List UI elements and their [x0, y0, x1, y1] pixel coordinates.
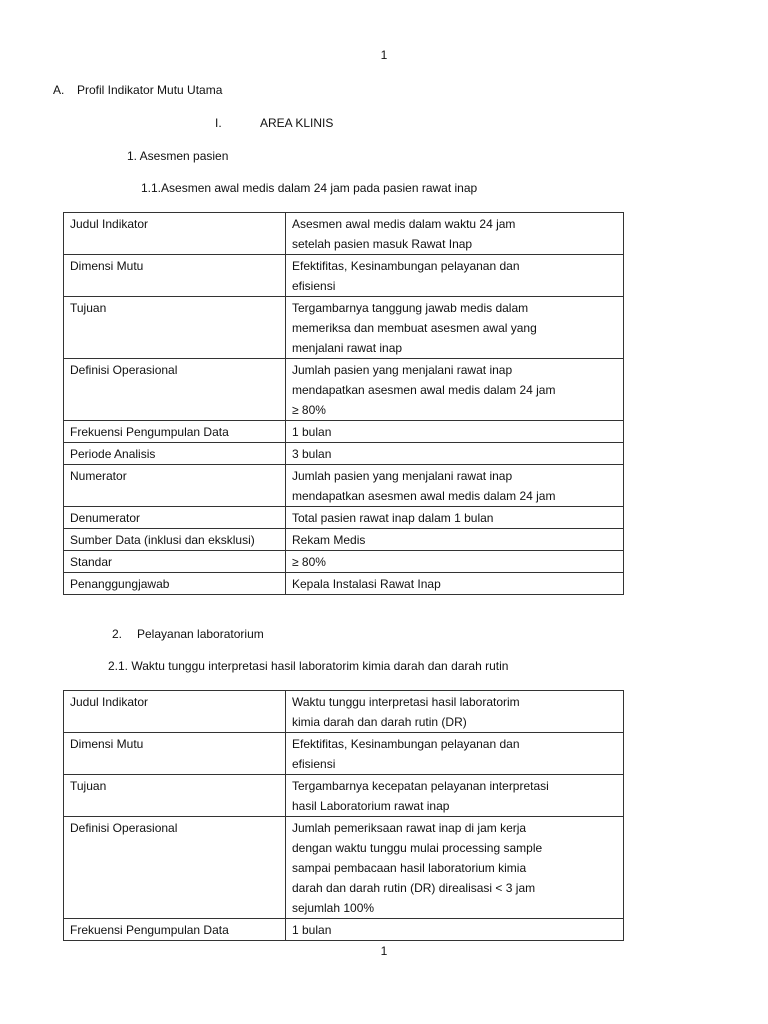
- table-row: [64, 359, 624, 421]
- indicator-field-label: Dimensi Mutu: [64, 255, 286, 297]
- indicator-field-label: Tujuan: [64, 775, 286, 817]
- indicator-field-label: Denumerator: [64, 507, 286, 529]
- value-line: darah dan darah rutin (DR) direalisasi < 3 jam: [292, 881, 536, 895]
- value-line: efisiensi: [292, 279, 336, 293]
- value-line: Asesmen awal medis dalam waktu 24 jam: [292, 217, 516, 231]
- value-line: Total pasien rawat inap dalam 1 bulan: [292, 511, 494, 525]
- value-line: Tergambarnya tanggung jawab medis dalam: [292, 301, 529, 315]
- indicator-field-label: Definisi Operasional: [64, 359, 286, 421]
- indicator-table-2: [63, 690, 624, 941]
- value-line: dengan waktu tunggu mulai processing sample: [292, 841, 543, 855]
- section-a-heading: [53, 83, 222, 97]
- section-a-title: Profil Indikator Mutu Utama: [77, 83, 223, 97]
- value-line: kimia darah dan darah rutin (DR): [292, 715, 467, 729]
- value-line: Kepala Instalasi Rawat Inap: [292, 577, 441, 591]
- subsection-2-label: 2.: [112, 627, 123, 641]
- value-line: sejumlah 100%: [292, 901, 375, 915]
- value-line: ≥ 80%: [292, 403, 326, 417]
- table-row: [64, 573, 624, 595]
- value-line: Rekam Medis: [292, 533, 366, 547]
- value-line: sampai pembacaan hasil laboratorium kimia: [292, 861, 527, 875]
- indicator-field-label: Sumber Data (inklusi dan eksklusi): [64, 529, 286, 551]
- table-row: [64, 465, 624, 507]
- indicator-field-value: [286, 733, 624, 775]
- value-line: 3 bulan: [292, 447, 332, 461]
- area-title: AREA KLINIS: [260, 116, 334, 130]
- value-line: efisiensi: [292, 757, 336, 771]
- indicator-field-label: Dimensi Mutu: [64, 733, 286, 775]
- value-line: Jumlah pemeriksaan rawat inap di jam kerja: [292, 821, 527, 835]
- indicator-field-value: [286, 529, 624, 551]
- table-row: [64, 255, 624, 297]
- subsection-1-heading: 1. Asesmen pasien: [127, 149, 229, 163]
- indicator-field-label: Definisi Operasional: [64, 817, 286, 919]
- indicator-field-label: Standar: [64, 551, 286, 573]
- indicator-field-label: Frekuensi Pengumpulan Data: [64, 421, 286, 443]
- indicator-field-label: Frekuensi Pengumpulan Data: [64, 919, 286, 941]
- indicator-field-label: Penanggungjawab: [64, 573, 286, 595]
- value-line: ≥ 80%: [292, 555, 326, 569]
- indicator-field-value: [286, 691, 624, 733]
- indicator-table-1: [63, 212, 624, 595]
- value-line: setelah pasien masuk Rawat Inap: [292, 237, 473, 251]
- value-line: Tergambarnya kecepatan pelayanan interpretasi: [292, 779, 549, 793]
- indicator-field-label: Periode Analisis: [64, 443, 286, 465]
- value-line: memeriksa dan membuat asesmen awal yang: [292, 321, 537, 335]
- indicator-field-value: [286, 213, 624, 255]
- indicator-field-value: [286, 573, 624, 595]
- value-line: Jumlah pasien yang menjalani rawat inap: [292, 469, 513, 483]
- area-heading: [215, 116, 333, 130]
- table-row: [64, 733, 624, 775]
- section-a-label: A.: [53, 83, 65, 97]
- subsection-2-1-heading: 2.1. Waktu tunggu interpretasi hasil laboratorim kimia darah dan darah rutin: [108, 659, 509, 673]
- table-row: [64, 691, 624, 733]
- subsection-2-title: Pelayanan laboratorium: [137, 627, 264, 641]
- indicator-field-label: Tujuan: [64, 297, 286, 359]
- table-row: [64, 213, 624, 255]
- indicator-field-value: [286, 507, 624, 529]
- indicator-field-label: Judul Indikator: [64, 691, 286, 733]
- value-line: Efektifitas, Kesinambungan pelayanan dan: [292, 737, 520, 751]
- indicator-field-value: [286, 297, 624, 359]
- indicator-field-value: [286, 817, 624, 919]
- indicator-field-label: Judul Indikator: [64, 213, 286, 255]
- table-row: [64, 507, 624, 529]
- page-number-bottom: 1: [380, 944, 388, 958]
- value-line: mendapatkan asesmen awal medis dalam 24 jam: [292, 489, 556, 503]
- value-line: 1 bulan: [292, 425, 332, 439]
- value-line: Jumlah pasien yang menjalani rawat inap: [292, 363, 513, 377]
- table-row: [64, 529, 624, 551]
- indicator-field-value: [286, 255, 624, 297]
- value-line: 1 bulan: [292, 923, 332, 937]
- indicator-field-label: Numerator: [64, 465, 286, 507]
- indicator-field-value: [286, 919, 624, 941]
- indicator-field-value: [286, 775, 624, 817]
- value-line: Efektifitas, Kesinambungan pelayanan dan: [292, 259, 520, 273]
- indicator-field-value: [286, 421, 624, 443]
- value-line: Waktu tunggu interpretasi hasil laboratorim: [292, 695, 520, 709]
- table-row: [64, 551, 624, 573]
- table-row: [64, 775, 624, 817]
- table-row: [64, 421, 624, 443]
- indicator-field-value: [286, 465, 624, 507]
- subsection-1-1-heading: 1.1.Asesmen awal medis dalam 24 jam pada pasien rawat inap: [141, 181, 478, 195]
- page-number-top: 1: [380, 48, 388, 62]
- subsection-2-heading: [112, 627, 264, 641]
- indicator-field-value: [286, 551, 624, 573]
- indicator-field-value: [286, 359, 624, 421]
- table-row: [64, 297, 624, 359]
- indicator-field-value: [286, 443, 624, 465]
- value-line: hasil Laboratorium rawat inap: [292, 799, 450, 813]
- table-row: [64, 443, 624, 465]
- value-line: mendapatkan asesmen awal medis dalam 24 jam: [292, 383, 556, 397]
- table-row: [64, 817, 624, 919]
- table-row: [64, 919, 624, 941]
- value-line: menjalani rawat inap: [292, 341, 403, 355]
- area-label: I.: [215, 116, 222, 130]
